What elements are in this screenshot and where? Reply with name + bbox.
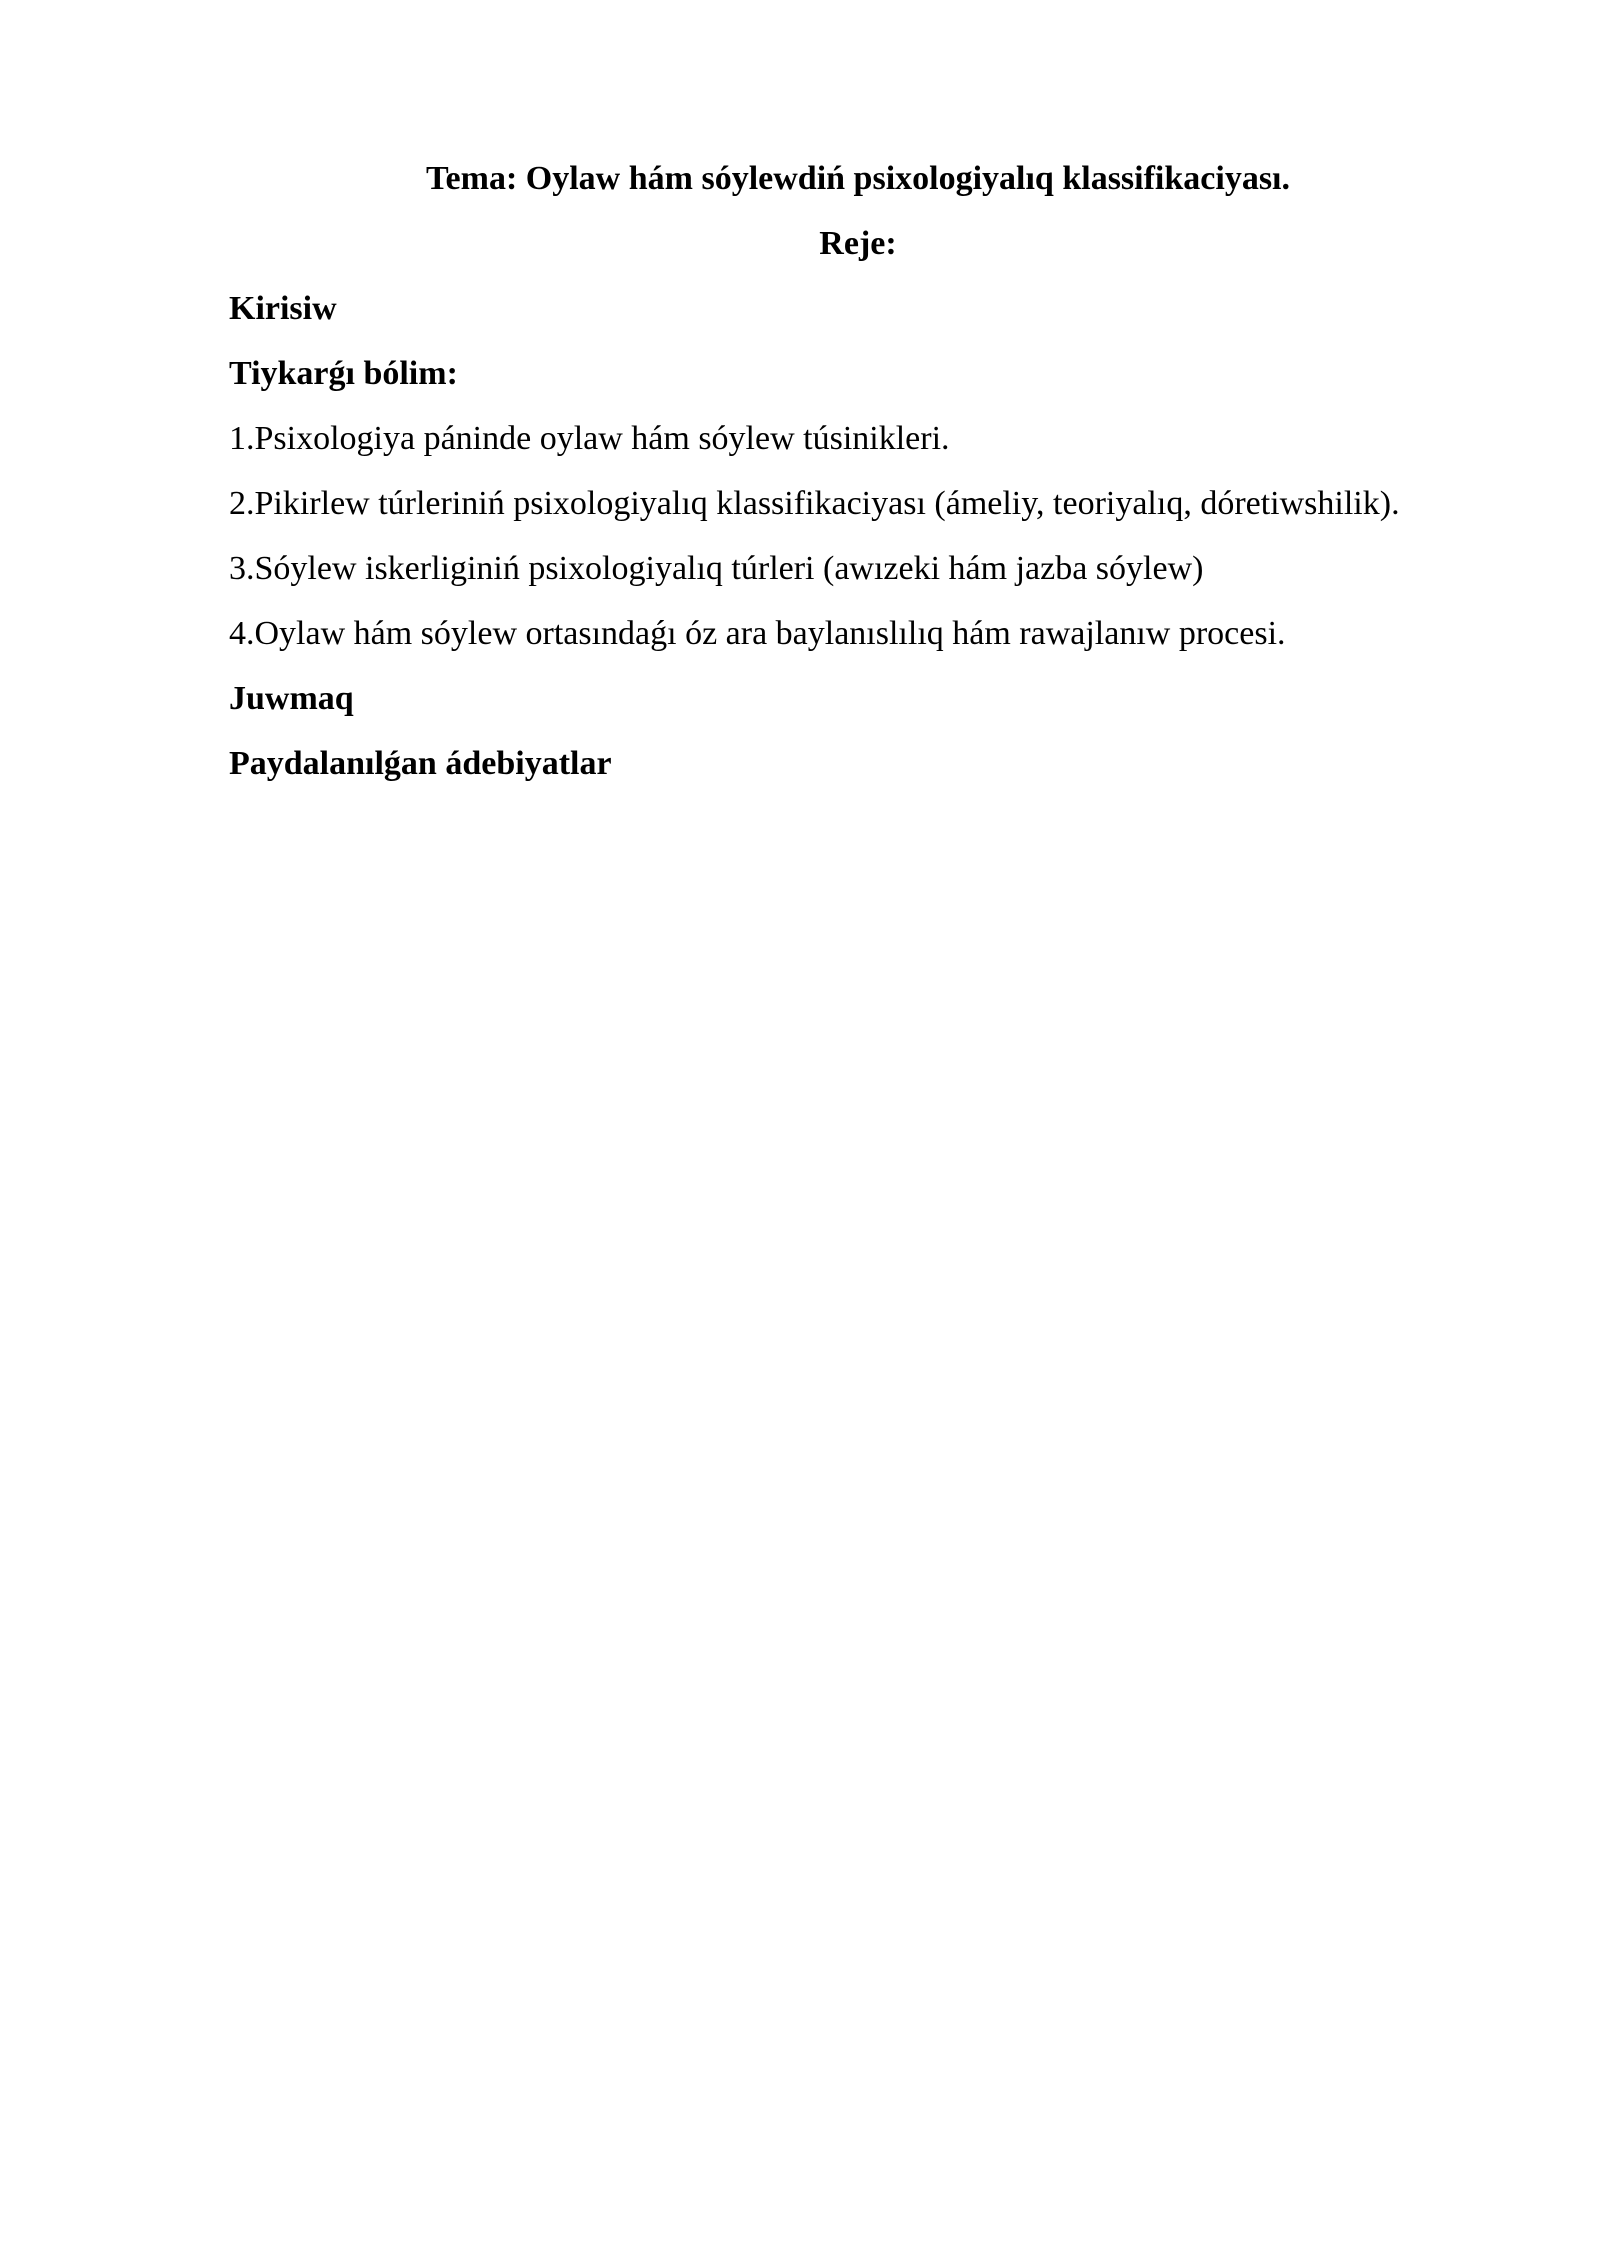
section-main-part: Tiykarǵı bólim: <box>229 355 458 392</box>
plan-item-3: 3.Sóylew iskerliginiń psixologiyalıq túrleri (awızeki hám jazba sóylew) <box>229 550 1204 587</box>
plan-item-1: 1.Psixologiya páninde oylaw hám sóylew túsinikleri. <box>229 420 950 457</box>
plan-heading: Reje: <box>819 225 897 262</box>
plan-item-4: 4.Oylaw hám sóylew ortasındaǵı óz ara baylanıslılıq hám rawajlanıw procesi. <box>229 615 1286 652</box>
section-intro: Kirisiw <box>229 290 337 327</box>
plan-item-2: 2.Pikirlew túrleriniń psixologiyalıq klassifikaciyası (ámeliy, teoriyalıq, dóretiwshilik). <box>229 485 1400 522</box>
section-conclusion: Juwmaq <box>229 680 354 717</box>
document-title: Tema: Oylaw hám sóylewdiń psixologiyalıq klassifikaciyası. <box>426 160 1290 197</box>
document-page <box>229 146 1487 796</box>
section-references: Paydalanılǵan ádebiyatlar <box>229 745 612 782</box>
